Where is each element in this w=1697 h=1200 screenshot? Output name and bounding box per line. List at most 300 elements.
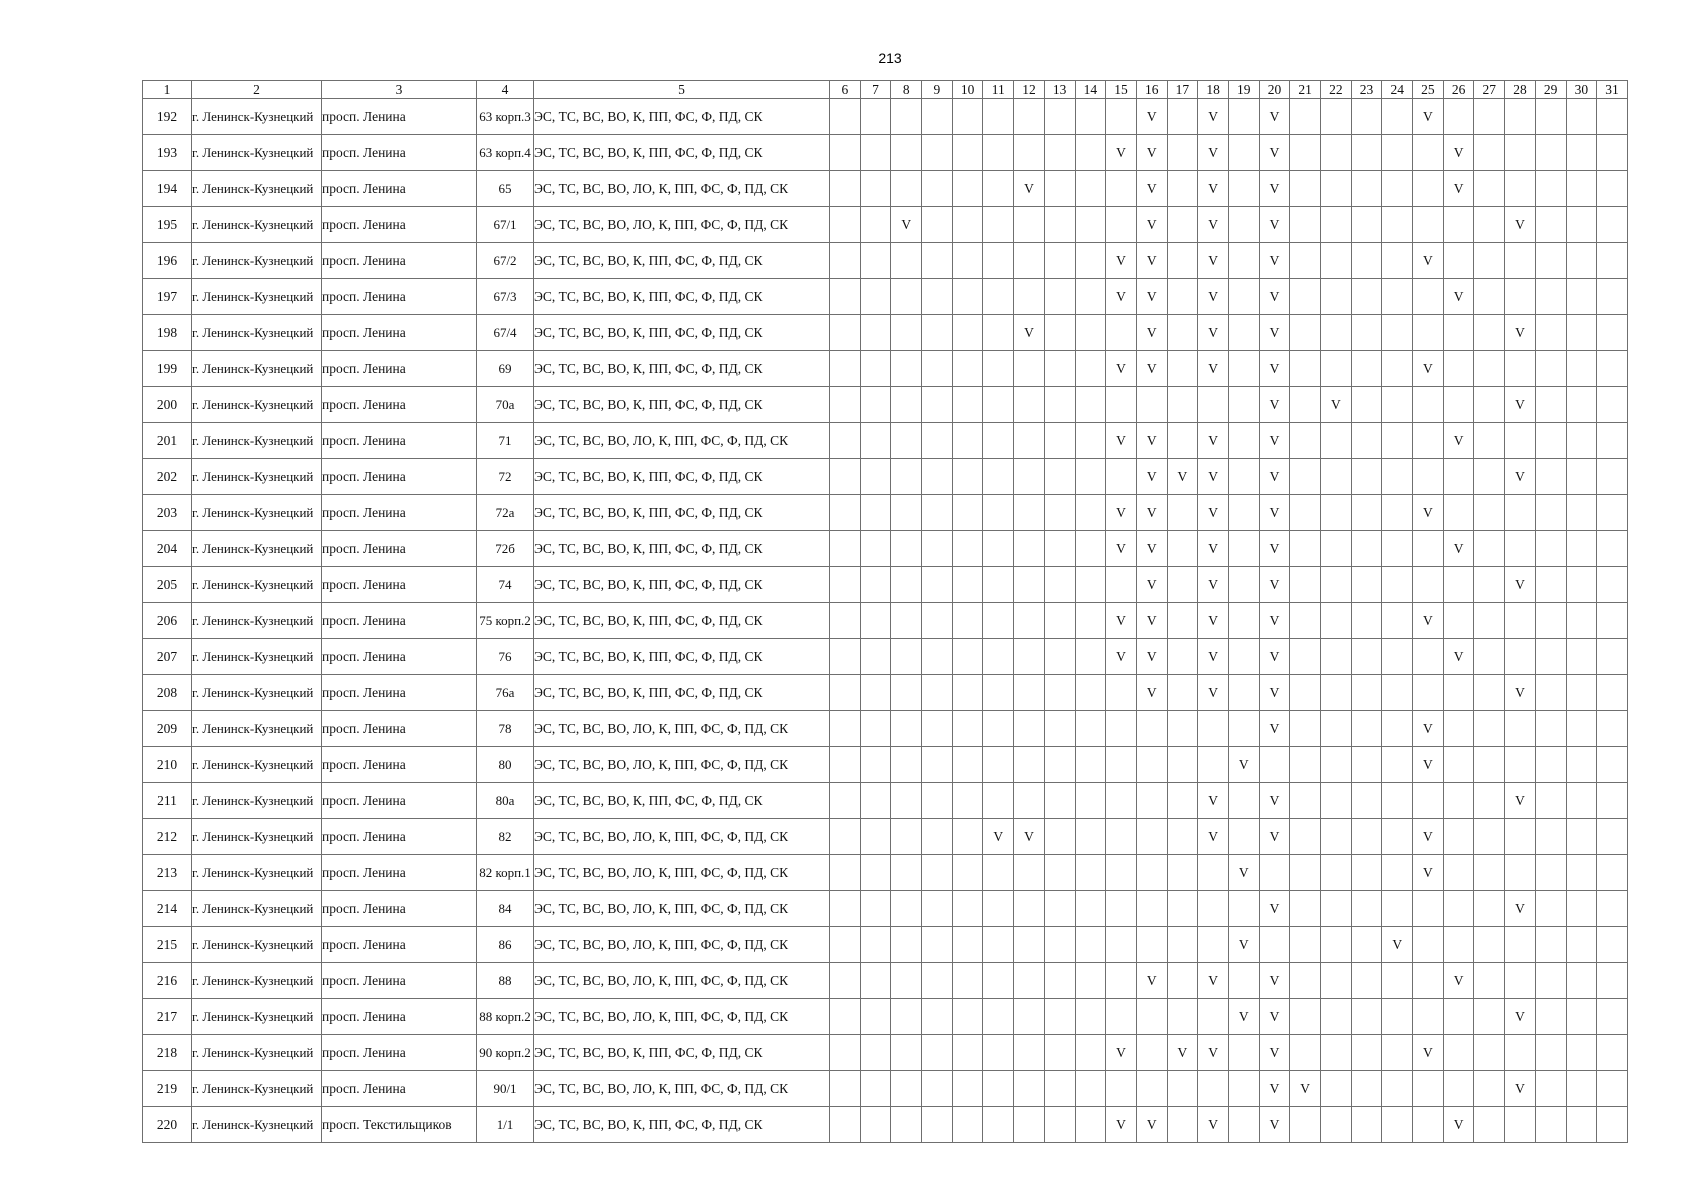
- empty-mark-cell: [860, 891, 891, 927]
- table-row: [143, 963, 1628, 999]
- empty-mark-cell: [1044, 999, 1075, 1035]
- empty-mark-cell: [860, 747, 891, 783]
- empty-mark-cell: [1321, 783, 1352, 819]
- city-cell: г. Ленинск-Кузнецкий: [192, 567, 322, 603]
- empty-mark-cell: [891, 855, 922, 891]
- empty-mark-cell: [1106, 711, 1137, 747]
- empty-mark-cell: [1321, 531, 1352, 567]
- empty-mark-cell: [1597, 963, 1628, 999]
- row-number-cell: 209: [143, 711, 192, 747]
- empty-mark-cell: [1413, 135, 1444, 171]
- check-mark-cell: V: [1198, 243, 1229, 279]
- street-cell: просп. Ленина: [322, 1071, 477, 1107]
- empty-mark-cell: [830, 603, 861, 639]
- empty-mark-cell: [1443, 927, 1474, 963]
- services-cell: ЭС, ТС, ВС, ВО, ЛО, К, ПП, ФС, Ф, ПД, СК: [534, 819, 830, 855]
- empty-mark-cell: [983, 351, 1014, 387]
- services-cell: ЭС, ТС, ВС, ВО, К, ПП, ФС, Ф, ПД, СК: [534, 495, 830, 531]
- empty-mark-cell: [1505, 603, 1536, 639]
- empty-mark-cell: [1044, 99, 1075, 135]
- empty-mark-cell: [952, 891, 983, 927]
- empty-mark-cell: [1597, 531, 1628, 567]
- empty-mark-cell: [1474, 207, 1505, 243]
- empty-mark-cell: [891, 1071, 922, 1107]
- empty-mark-cell: [1535, 603, 1566, 639]
- empty-mark-cell: [1290, 1107, 1321, 1143]
- empty-mark-cell: [1321, 603, 1352, 639]
- empty-mark-cell: [891, 459, 922, 495]
- empty-mark-cell: [922, 459, 953, 495]
- row-number-cell: 207: [143, 639, 192, 675]
- empty-mark-cell: [1106, 783, 1137, 819]
- empty-mark-cell: [1014, 963, 1045, 999]
- empty-mark-cell: [1198, 387, 1229, 423]
- empty-mark-cell: [860, 351, 891, 387]
- empty-mark-cell: [1413, 387, 1444, 423]
- empty-mark-cell: [1474, 387, 1505, 423]
- empty-mark-cell: [1566, 207, 1597, 243]
- table-header: [143, 81, 1628, 99]
- empty-mark-cell: [1321, 351, 1352, 387]
- empty-mark-cell: [1566, 675, 1597, 711]
- empty-mark-cell: [1044, 927, 1075, 963]
- house-number-cell: 80: [477, 747, 534, 783]
- empty-mark-cell: [1535, 675, 1566, 711]
- check-mark-cell: V: [1228, 747, 1259, 783]
- empty-mark-cell: [1566, 279, 1597, 315]
- empty-mark-cell: [1290, 675, 1321, 711]
- check-mark-cell: V: [1228, 999, 1259, 1035]
- row-number-cell: 200: [143, 387, 192, 423]
- column-header-19: 19: [1228, 81, 1259, 99]
- empty-mark-cell: [1597, 459, 1628, 495]
- city-cell: г. Ленинск-Кузнецкий: [192, 963, 322, 999]
- empty-mark-cell: [860, 99, 891, 135]
- empty-mark-cell: [983, 711, 1014, 747]
- empty-mark-cell: [1382, 567, 1413, 603]
- services-cell: ЭС, ТС, ВС, ВО, ЛО, К, ПП, ФС, Ф, ПД, СК: [534, 423, 830, 459]
- city-cell: г. Ленинск-Кузнецкий: [192, 423, 322, 459]
- check-mark-cell: V: [1106, 495, 1137, 531]
- check-mark-cell: V: [1167, 459, 1198, 495]
- empty-mark-cell: [1566, 639, 1597, 675]
- empty-mark-cell: [1321, 243, 1352, 279]
- empty-mark-cell: [891, 711, 922, 747]
- empty-mark-cell: [1474, 747, 1505, 783]
- empty-mark-cell: [952, 999, 983, 1035]
- empty-mark-cell: [1044, 639, 1075, 675]
- table-row: [143, 1035, 1628, 1071]
- empty-mark-cell: [1413, 567, 1444, 603]
- empty-mark-cell: [952, 567, 983, 603]
- check-mark-cell: V: [1259, 891, 1290, 927]
- column-header-9: 9: [922, 81, 953, 99]
- check-mark-cell: V: [1136, 135, 1167, 171]
- empty-mark-cell: [1106, 855, 1137, 891]
- empty-mark-cell: [1167, 675, 1198, 711]
- empty-mark-cell: [922, 747, 953, 783]
- row-number-cell: 208: [143, 675, 192, 711]
- check-mark-cell: V: [1382, 927, 1413, 963]
- empty-mark-cell: [1167, 819, 1198, 855]
- empty-mark-cell: [1443, 315, 1474, 351]
- empty-mark-cell: [1044, 1107, 1075, 1143]
- house-number-cell: 67/4: [477, 315, 534, 351]
- empty-mark-cell: [830, 567, 861, 603]
- empty-mark-cell: [1290, 459, 1321, 495]
- empty-mark-cell: [860, 207, 891, 243]
- empty-mark-cell: [1597, 639, 1628, 675]
- empty-mark-cell: [1597, 1071, 1628, 1107]
- check-mark-cell: V: [1259, 1035, 1290, 1071]
- check-mark-cell: V: [1259, 279, 1290, 315]
- empty-mark-cell: [1413, 639, 1444, 675]
- empty-mark-cell: [1136, 855, 1167, 891]
- empty-mark-cell: [830, 1035, 861, 1071]
- check-mark-cell: V: [1443, 135, 1474, 171]
- empty-mark-cell: [1351, 531, 1382, 567]
- street-cell: просп. Ленина: [322, 279, 477, 315]
- empty-mark-cell: [860, 819, 891, 855]
- street-cell: просп. Ленина: [322, 639, 477, 675]
- empty-mark-cell: [891, 1035, 922, 1071]
- street-cell: просп. Ленина: [322, 135, 477, 171]
- empty-mark-cell: [1443, 459, 1474, 495]
- empty-mark-cell: [860, 1035, 891, 1071]
- empty-mark-cell: [983, 999, 1014, 1035]
- empty-mark-cell: [1106, 1071, 1137, 1107]
- city-cell: г. Ленинск-Кузнецкий: [192, 315, 322, 351]
- empty-mark-cell: [1382, 171, 1413, 207]
- house-number-cell: 72: [477, 459, 534, 495]
- column-header-31: 31: [1597, 81, 1628, 99]
- empty-mark-cell: [1351, 891, 1382, 927]
- table-row: [143, 387, 1628, 423]
- empty-mark-cell: [1321, 927, 1352, 963]
- city-cell: г. Ленинск-Кузнецкий: [192, 999, 322, 1035]
- check-mark-cell: V: [1014, 315, 1045, 351]
- empty-mark-cell: [1290, 711, 1321, 747]
- empty-mark-cell: [1351, 711, 1382, 747]
- street-cell: просп. Ленина: [322, 855, 477, 891]
- empty-mark-cell: [1167, 243, 1198, 279]
- table-row: [143, 639, 1628, 675]
- empty-mark-cell: [1136, 999, 1167, 1035]
- empty-mark-cell: [1535, 855, 1566, 891]
- house-number-cell: 67/1: [477, 207, 534, 243]
- empty-mark-cell: [1044, 711, 1075, 747]
- check-mark-cell: V: [1413, 747, 1444, 783]
- empty-mark-cell: [983, 891, 1014, 927]
- empty-mark-cell: [1075, 135, 1106, 171]
- column-header-17: 17: [1167, 81, 1198, 99]
- empty-mark-cell: [1136, 891, 1167, 927]
- empty-mark-cell: [1014, 1107, 1045, 1143]
- empty-mark-cell: [922, 279, 953, 315]
- empty-mark-cell: [1014, 711, 1045, 747]
- check-mark-cell: V: [1259, 351, 1290, 387]
- empty-mark-cell: [1474, 1071, 1505, 1107]
- check-mark-cell: V: [1136, 315, 1167, 351]
- empty-mark-cell: [1535, 315, 1566, 351]
- empty-mark-cell: [1351, 639, 1382, 675]
- empty-mark-cell: [1566, 387, 1597, 423]
- check-mark-cell: V: [1259, 459, 1290, 495]
- empty-mark-cell: [922, 171, 953, 207]
- check-mark-cell: V: [1259, 675, 1290, 711]
- empty-mark-cell: [1014, 495, 1045, 531]
- empty-mark-cell: [952, 135, 983, 171]
- empty-mark-cell: [983, 567, 1014, 603]
- services-cell: ЭС, ТС, ВС, ВО, К, ПП, ФС, Ф, ПД, СК: [534, 387, 830, 423]
- empty-mark-cell: [1443, 783, 1474, 819]
- empty-mark-cell: [1228, 531, 1259, 567]
- empty-mark-cell: [860, 531, 891, 567]
- empty-mark-cell: [1413, 927, 1444, 963]
- empty-mark-cell: [1075, 639, 1106, 675]
- column-header-4: 4: [477, 81, 534, 99]
- empty-mark-cell: [1014, 99, 1045, 135]
- empty-mark-cell: [1351, 567, 1382, 603]
- empty-mark-cell: [1321, 207, 1352, 243]
- empty-mark-cell: [1382, 135, 1413, 171]
- empty-mark-cell: [1351, 675, 1382, 711]
- empty-mark-cell: [891, 135, 922, 171]
- check-mark-cell: V: [1198, 675, 1229, 711]
- house-number-cell: 80а: [477, 783, 534, 819]
- table-row: [143, 279, 1628, 315]
- table-row: [143, 567, 1628, 603]
- empty-mark-cell: [952, 459, 983, 495]
- check-mark-cell: V: [1136, 639, 1167, 675]
- empty-mark-cell: [1443, 1071, 1474, 1107]
- street-cell: просп. Ленина: [322, 531, 477, 567]
- city-cell: г. Ленинск-Кузнецкий: [192, 1107, 322, 1143]
- empty-mark-cell: [891, 99, 922, 135]
- column-header-28: 28: [1505, 81, 1536, 99]
- empty-mark-cell: [860, 999, 891, 1035]
- check-mark-cell: V: [1106, 423, 1137, 459]
- table-body: [143, 99, 1628, 1143]
- row-number-cell: 213: [143, 855, 192, 891]
- empty-mark-cell: [1014, 207, 1045, 243]
- empty-mark-cell: [1566, 351, 1597, 387]
- street-cell: просп. Ленина: [322, 315, 477, 351]
- empty-mark-cell: [1290, 927, 1321, 963]
- row-number-cell: 198: [143, 315, 192, 351]
- empty-mark-cell: [983, 639, 1014, 675]
- column-header-23: 23: [1351, 81, 1382, 99]
- empty-mark-cell: [1382, 999, 1413, 1035]
- empty-mark-cell: [830, 207, 861, 243]
- empty-mark-cell: [1566, 243, 1597, 279]
- empty-mark-cell: [1290, 891, 1321, 927]
- empty-mark-cell: [1014, 783, 1045, 819]
- check-mark-cell: V: [1136, 423, 1167, 459]
- empty-mark-cell: [1106, 171, 1137, 207]
- row-number-cell: 202: [143, 459, 192, 495]
- empty-mark-cell: [1505, 495, 1536, 531]
- empty-mark-cell: [1290, 279, 1321, 315]
- empty-mark-cell: [952, 927, 983, 963]
- empty-mark-cell: [1351, 243, 1382, 279]
- empty-mark-cell: [1075, 171, 1106, 207]
- empty-mark-cell: [952, 1071, 983, 1107]
- check-mark-cell: V: [1014, 819, 1045, 855]
- empty-mark-cell: [1505, 531, 1536, 567]
- house-number-cell: 72б: [477, 531, 534, 567]
- empty-mark-cell: [830, 927, 861, 963]
- empty-mark-cell: [1198, 711, 1229, 747]
- empty-mark-cell: [1321, 819, 1352, 855]
- empty-mark-cell: [952, 207, 983, 243]
- check-mark-cell: V: [1259, 999, 1290, 1035]
- empty-mark-cell: [922, 891, 953, 927]
- empty-mark-cell: [1443, 567, 1474, 603]
- empty-mark-cell: [1566, 567, 1597, 603]
- check-mark-cell: V: [1443, 963, 1474, 999]
- empty-mark-cell: [1290, 747, 1321, 783]
- empty-mark-cell: [1351, 495, 1382, 531]
- city-cell: г. Ленинск-Кузнецкий: [192, 279, 322, 315]
- empty-mark-cell: [1566, 891, 1597, 927]
- empty-mark-cell: [1443, 207, 1474, 243]
- check-mark-cell: V: [1259, 423, 1290, 459]
- city-cell: г. Ленинск-Кузнецкий: [192, 855, 322, 891]
- table-row: [143, 135, 1628, 171]
- row-number-cell: 205: [143, 567, 192, 603]
- empty-mark-cell: [1014, 243, 1045, 279]
- row-number-cell: 210: [143, 747, 192, 783]
- empty-mark-cell: [891, 243, 922, 279]
- empty-mark-cell: [1351, 171, 1382, 207]
- check-mark-cell: V: [1106, 531, 1137, 567]
- empty-mark-cell: [1535, 1071, 1566, 1107]
- empty-mark-cell: [1075, 387, 1106, 423]
- empty-mark-cell: [983, 135, 1014, 171]
- column-header-7: 7: [860, 81, 891, 99]
- empty-mark-cell: [1566, 747, 1597, 783]
- city-cell: г. Ленинск-Кузнецкий: [192, 891, 322, 927]
- empty-mark-cell: [1535, 999, 1566, 1035]
- empty-mark-cell: [891, 927, 922, 963]
- empty-mark-cell: [1321, 963, 1352, 999]
- empty-mark-cell: [1228, 1107, 1259, 1143]
- empty-mark-cell: [891, 783, 922, 819]
- empty-mark-cell: [1443, 99, 1474, 135]
- services-cell: ЭС, ТС, ВС, ВО, ЛО, К, ПП, ФС, Ф, ПД, СК: [534, 855, 830, 891]
- page-number: 213: [878, 50, 902, 66]
- check-mark-cell: V: [1505, 207, 1536, 243]
- empty-mark-cell: [1228, 387, 1259, 423]
- check-mark-cell: V: [1136, 243, 1167, 279]
- empty-mark-cell: [1443, 675, 1474, 711]
- check-mark-cell: V: [1443, 639, 1474, 675]
- empty-mark-cell: [1228, 1035, 1259, 1071]
- empty-mark-cell: [1413, 783, 1444, 819]
- empty-mark-cell: [1014, 387, 1045, 423]
- empty-mark-cell: [1198, 747, 1229, 783]
- street-cell: просп. Ленина: [322, 387, 477, 423]
- check-mark-cell: V: [1136, 99, 1167, 135]
- empty-mark-cell: [860, 963, 891, 999]
- check-mark-cell: V: [1259, 99, 1290, 135]
- empty-mark-cell: [983, 927, 1014, 963]
- empty-mark-cell: [1535, 423, 1566, 459]
- empty-mark-cell: [1505, 99, 1536, 135]
- empty-mark-cell: [1351, 387, 1382, 423]
- empty-mark-cell: [830, 711, 861, 747]
- empty-mark-cell: [1075, 459, 1106, 495]
- empty-mark-cell: [1351, 1071, 1382, 1107]
- check-mark-cell: V: [1443, 1107, 1474, 1143]
- empty-mark-cell: [1075, 783, 1106, 819]
- check-mark-cell: V: [1505, 567, 1536, 603]
- empty-mark-cell: [1075, 747, 1106, 783]
- empty-mark-cell: [1106, 99, 1137, 135]
- check-mark-cell: V: [1259, 387, 1290, 423]
- services-cell: ЭС, ТС, ВС, ВО, К, ПП, ФС, Ф, ПД, СК: [534, 279, 830, 315]
- empty-mark-cell: [1321, 495, 1352, 531]
- check-mark-cell: V: [1136, 675, 1167, 711]
- empty-mark-cell: [1290, 495, 1321, 531]
- empty-mark-cell: [1044, 675, 1075, 711]
- empty-mark-cell: [1198, 999, 1229, 1035]
- empty-mark-cell: [1014, 927, 1045, 963]
- empty-mark-cell: [1321, 171, 1352, 207]
- city-cell: г. Ленинск-Кузнецкий: [192, 351, 322, 387]
- empty-mark-cell: [1106, 927, 1137, 963]
- city-cell: г. Ленинск-Кузнецкий: [192, 639, 322, 675]
- empty-mark-cell: [830, 279, 861, 315]
- empty-mark-cell: [1167, 963, 1198, 999]
- column-header-20: 20: [1259, 81, 1290, 99]
- check-mark-cell: V: [1259, 171, 1290, 207]
- row-number-cell: 199: [143, 351, 192, 387]
- street-cell: просп. Ленина: [322, 567, 477, 603]
- empty-mark-cell: [1597, 387, 1628, 423]
- empty-mark-cell: [1443, 819, 1474, 855]
- table-row: [143, 1107, 1628, 1143]
- empty-mark-cell: [1566, 1071, 1597, 1107]
- empty-mark-cell: [1290, 171, 1321, 207]
- check-mark-cell: V: [1106, 135, 1137, 171]
- empty-mark-cell: [1290, 351, 1321, 387]
- empty-mark-cell: [830, 423, 861, 459]
- empty-mark-cell: [830, 99, 861, 135]
- services-cell: ЭС, ТС, ВС, ВО, К, ПП, ФС, Ф, ПД, СК: [534, 315, 830, 351]
- services-cell: ЭС, ТС, ВС, ВО, К, ПП, ФС, Ф, ПД, СК: [534, 783, 830, 819]
- empty-mark-cell: [983, 243, 1014, 279]
- services-cell: ЭС, ТС, ВС, ВО, К, ПП, ФС, Ф, ПД, СК: [534, 1107, 830, 1143]
- street-cell: просп. Ленина: [322, 495, 477, 531]
- empty-mark-cell: [1474, 495, 1505, 531]
- empty-mark-cell: [983, 459, 1014, 495]
- empty-mark-cell: [952, 351, 983, 387]
- column-header-1: 1: [143, 81, 192, 99]
- empty-mark-cell: [922, 315, 953, 351]
- empty-mark-cell: [1014, 567, 1045, 603]
- services-cell: ЭС, ТС, ВС, ВО, ЛО, К, ПП, ФС, Ф, ПД, СК: [534, 207, 830, 243]
- empty-mark-cell: [952, 603, 983, 639]
- check-mark-cell: V: [1259, 1071, 1290, 1107]
- empty-mark-cell: [1075, 927, 1106, 963]
- empty-mark-cell: [1228, 351, 1259, 387]
- empty-mark-cell: [1535, 279, 1566, 315]
- empty-mark-cell: [1014, 891, 1045, 927]
- empty-mark-cell: [830, 963, 861, 999]
- empty-mark-cell: [1566, 495, 1597, 531]
